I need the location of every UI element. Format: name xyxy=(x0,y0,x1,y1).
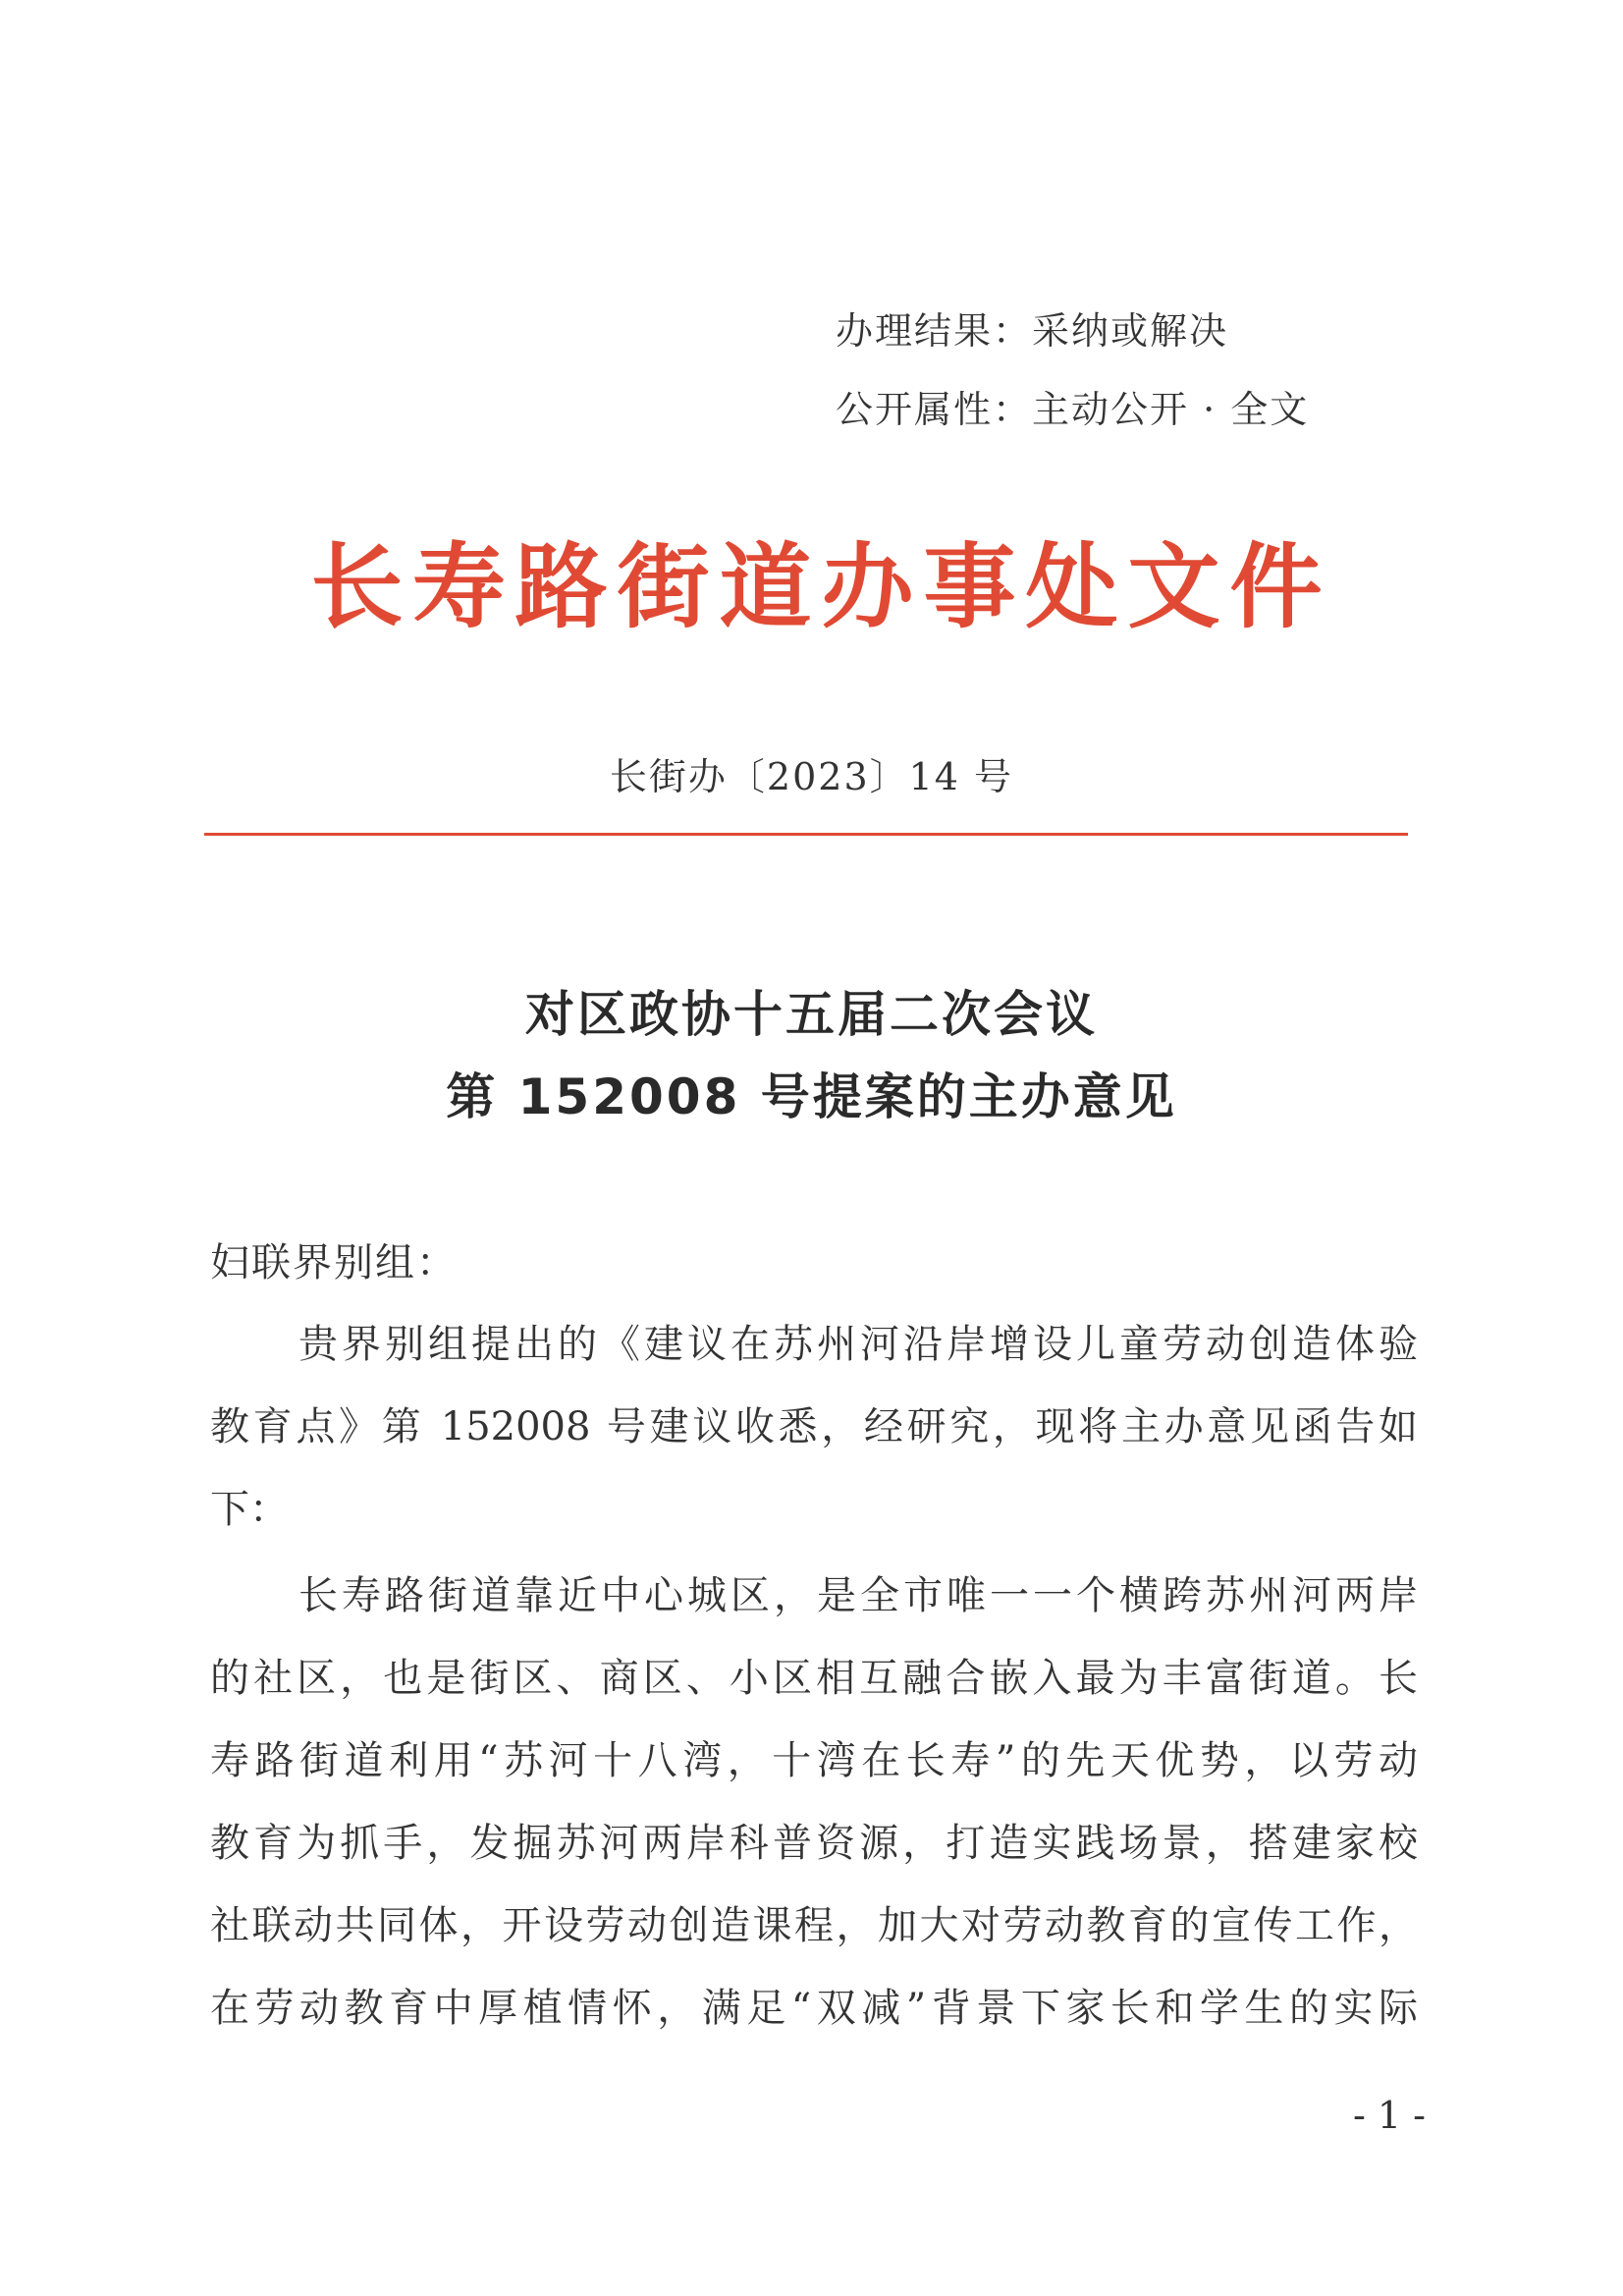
paragraph-1-line-3: 下： xyxy=(210,1487,289,1532)
paragraph-1-line-1: 贵界别组提出的《建议在苏州河沿岸增设儿童劳动创造体验 xyxy=(298,1322,1418,1367)
paragraph-2-line-6: 在劳动教育中厚植情怀，满足“双减”背景下家长和学生的实际 xyxy=(210,1986,1418,2031)
handling-result: 办理结果：采纳或解决 xyxy=(836,309,1229,353)
document-title-line-1: 对区政协十五届二次会议 xyxy=(525,986,1098,1043)
page-number: - 1 - xyxy=(1353,2094,1427,2137)
salutation: 妇联界别组： xyxy=(210,1240,458,1285)
document-title-line-2: 第 152008 号提案的主办意见 xyxy=(446,1068,1177,1125)
document-number: 长街办〔2023〕14 号 xyxy=(609,755,1014,798)
paragraph-2-line-1: 长寿路街道靠近中心城区，是全市唯一一个横跨苏州河两岸 xyxy=(298,1573,1418,1618)
paragraph-2-line-5: 社联动共同体，开设劳动创造课程，加大对劳动教育的宣传工作， xyxy=(210,1903,1418,1948)
public-attribute: 公开属性：主动公开 · 全文 xyxy=(836,388,1310,431)
red-divider-line xyxy=(204,833,1408,836)
paragraph-2-line-2: 的社区，也是街区、商区、小区相互融合嵌入最为丰富街道。长 xyxy=(210,1656,1418,1701)
paragraph-2-line-4: 教育为抓手，发掘苏河两岸科普资源，打造实践场景，搭建家校 xyxy=(210,1821,1418,1866)
paragraph-2-line-3: 寿路街道利用“苏河十八湾，十湾在长寿”的先天优势，以劳动 xyxy=(210,1738,1418,1783)
issuing-organization-title: 长寿路街道办事处文件 xyxy=(310,534,1332,641)
paragraph-1-line-2: 教育点》第 152008 号建议收悉，经研究，现将主办意见函告如 xyxy=(210,1404,1418,1449)
